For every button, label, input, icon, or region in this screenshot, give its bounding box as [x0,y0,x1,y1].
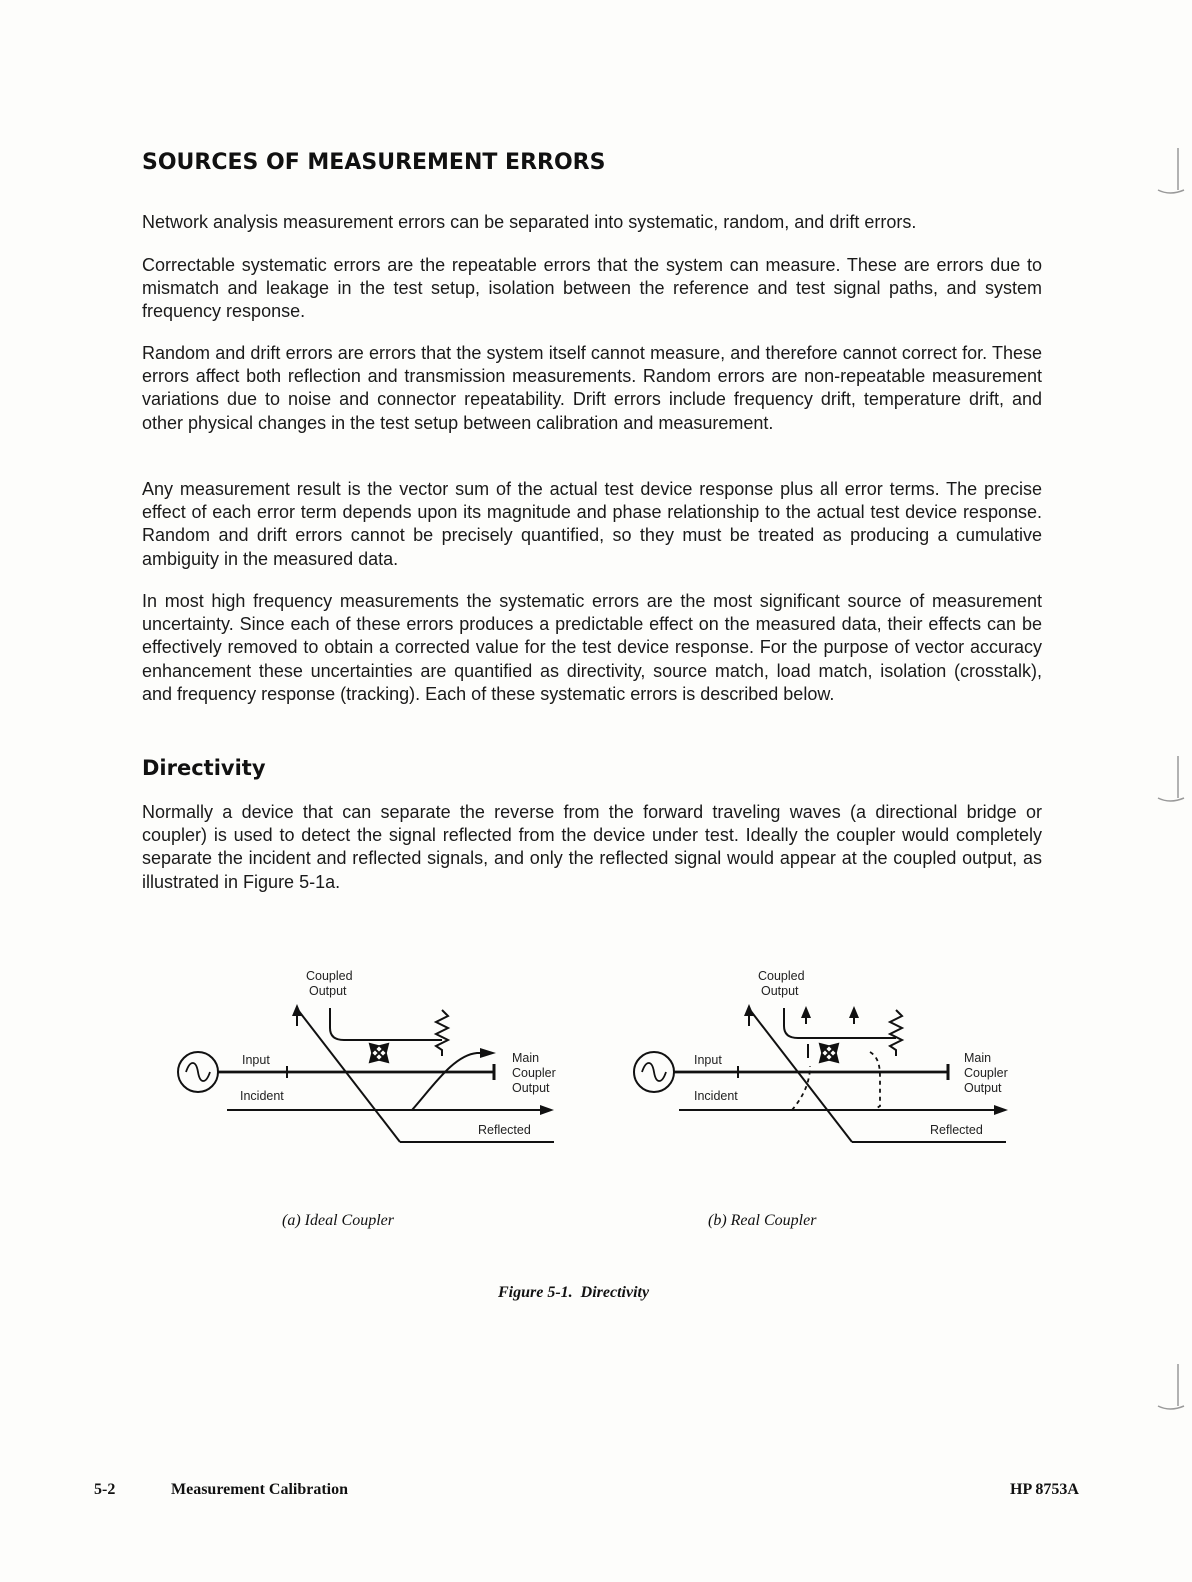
real-coupler-diagram [624,960,1019,1155]
crossed-arrows-icon [820,1044,838,1062]
label-input: Input [694,1053,722,1067]
paragraph: Correctable systematic errors are the repeatable errors that the system can measure. These are errors due to mismatch and leakage in the test setup, isolation between the reference and test signal paths, and system frequency response. [142,255,1042,322]
label-main-output: Output [512,1081,550,1095]
caption-real-coupler: (b) Real Coupler [708,1212,817,1229]
caption-ideal-coupler: (a) Ideal Coupler [282,1212,394,1229]
binder-hole-mark [1150,140,1190,200]
subheading-directivity: Directivity [142,756,266,780]
label-main: Main [964,1051,992,1065]
paragraph: Network analysis measurement errors can be separated into systematic, random, and drift errors. [142,212,917,232]
label-coupler: Coupler [512,1066,556,1080]
footer-page-number: 5-2 [94,1481,116,1498]
label-incident: Incident [240,1089,284,1103]
label-main-output: Output [964,1081,1002,1095]
label-output: Output [309,984,347,998]
paragraph: Any measurement result is the vector sum of the actual test device response plus all error terms. The precise effect of each error term depends upon its magnitude and phase relationship to the actual test device response. Random and drift errors cannot be precisely quantified, so they must be treated as producing a cumulative ambiguity in the measured data. [142,479,1042,569]
label-coupled: Coupled [758,969,805,983]
crossed-arrows-icon [370,1044,388,1062]
label-output: Output [761,984,799,998]
paragraph: In most high frequency measurements the systematic errors are the most significant source of measurement uncertainty. Since each of these errors produces a predictable effect on the measured data, their effects can be effectively removed to obtain a corrected value for the test device response. For the purpose of vector accuracy enhancement these uncertainties are quantified as directivity, source match, load match, isolation (crosstalk), and frequency response (tracking). Each of these systematic errors is described below. [142,591,1042,704]
label-reflected: Reflected [930,1123,983,1137]
ideal-coupler-diagram [172,960,562,1155]
figure-caption: Figure 5-1. Directivity [498,1284,650,1301]
label-reflected: Reflected [478,1123,531,1137]
footer-section: Measurement Calibration [171,1481,349,1498]
label-coupled: Coupled [306,969,353,983]
label-main: Main [512,1051,540,1065]
directivity-paragraph: Normally a device that can separate the reverse from the forward traveling waves (a directional bridge or coupler) is used to detect the signal reflected from the device under test. Ideally the coupler would completely separate the incident and reflected signals, and only the reflected signal would appear at the coupled output, as illustrated in Figure 5-1a. [142,802,1042,892]
page-heading: SOURCES OF MEASUREMENT ERRORS [142,150,606,175]
binder-hole-mark [1150,748,1190,808]
label-incident: Incident [694,1089,738,1103]
binder-hole-mark [1150,1356,1190,1416]
label-input: Input [242,1053,270,1067]
paragraph: Random and drift errors are errors that the system itself cannot measure, and therefore cannot correct for. These errors affect both reflection and transmission measurements. Random errors are non-repeatable measurement variations due to noise and connector repeatability. Drift errors include frequency drift, temperature drift, and other physical changes in the test setup between calibration and measurement. [142,343,1042,433]
footer-model: HP 8753A [1010,1481,1079,1498]
label-coupler: Coupler [964,1066,1008,1080]
